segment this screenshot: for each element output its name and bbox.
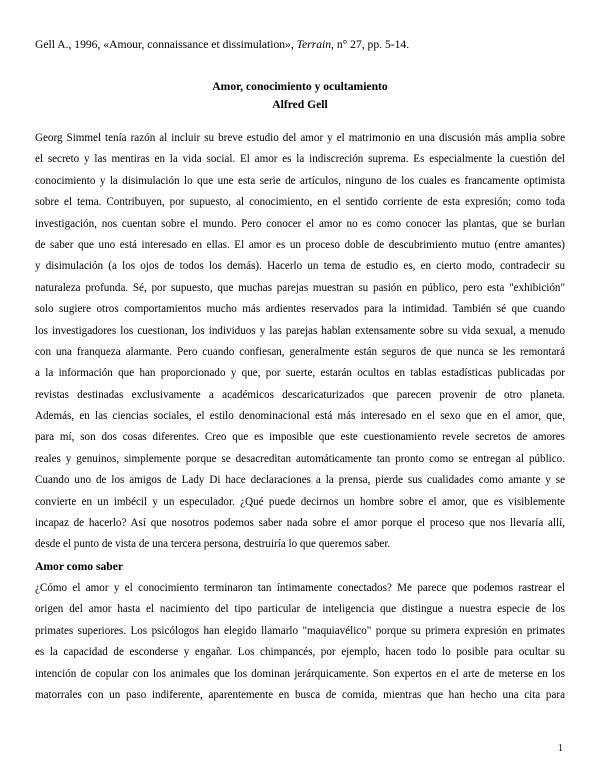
text-line: ¿Cómo el amor y el conocimiento terminaron tan íntimamente conectados? Me parece que podemos rastrear el — [35, 582, 565, 594]
text-line: sobre el tema. Contribuyen, por supuesto, al conocimiento, en el sentido corriente de esta expresión; como toda — [35, 196, 565, 209]
text-line: desde el punto de vista de una tercera persona, destruiría lo que queremos saber. — [35, 538, 391, 551]
text-line: y disimulación (a los ojos de todos los demás). Hacerlo un tema de estudio es, en cierto modo, contradecir su — [35, 260, 565, 273]
text-line: intención de copular con los animales que los dominan jerárquicamente. Son expertos en el arte de meterse en los — [35, 667, 565, 680]
paragraph-2 — [35, 578, 565, 706]
text-line: los investigadores los cuestionan, los individuos y las parejas hablan extensamente sobre su vida sexual, a menudo — [35, 324, 565, 337]
text-line: Cuando uno de los amigos de Lady Di hace declaraciones a la prensa, pierde sus cualidades como amante y se — [35, 474, 565, 487]
text-line: incapaz de hacerlo? Así que nosotros podemos saber nada sobre el amor porque el proceso que nos llevaría allí, — [35, 517, 565, 530]
text-line: a la información que han proporcionado y que, por suerte, estarán ocultos en tablas estadísticas publicadas por — [35, 367, 565, 380]
text-line: para mí, son dos cosas diferentes. Creo que es imposible que este cuestionamiento revele secretos de amores — [35, 431, 565, 444]
text-line: primates superiores. Los psicólogos han elegido llamarlo "maquiavélico" porque su primera expresión en primates — [35, 624, 565, 637]
text-line: es la capacidad de esconderse y engañar. Los chimpancés, por ejemplo, hacen todo lo posible para ocultar su — [35, 646, 565, 659]
text-line: conocimiento y la disimulación lo que une esta serie de artículos, ninguno de los cuales es francamente optimista — [35, 174, 565, 187]
text-line: origen del amor hasta el nacimiento del tipo particular de inteligencia que distingue a nuestra especie de los — [35, 603, 565, 616]
title-block — [0, 78, 600, 114]
paragraph-1 — [35, 128, 565, 556]
text-line: de saber que uno está interesado en ellas. El amor es un proceso doble de descubrimiento mutuo (entre amantes) — [35, 238, 565, 251]
page-number: 1 — [558, 743, 563, 754]
text-line: matorrales con un paso indiferente, aparentemente en busca de comida, mientras que han hecho una cita para — [35, 688, 565, 701]
text-line: Georg Simmel tenía razón al incluir su breve estudio del amor y el matrimonio en una discusión más amplia sobre — [35, 132, 565, 144]
citation — [35, 37, 575, 53]
section-heading: Amor como saber — [35, 560, 124, 573]
text-line: investigación, nos cuentan sobre el mundo. Pero conocer el amor no es como conocer las plantas, que se burlan — [35, 217, 565, 230]
article-author: Alfred Gell — [272, 98, 328, 111]
text-line: convierte en un imbécil y un especulador. ¿Qué puede decirnos un hombre sobre el amor, que es visiblemente — [35, 495, 565, 508]
text-line: reales y genuinos, simplemente porque se desacreditan automáticamente tan pronto como se entregan al público. — [35, 452, 565, 465]
text-line: con una franqueza alarmante. Pero cuando confiesan, generalmente están seguros de que nunca se les remontará — [35, 345, 565, 358]
citation-journal: Terrain — [296, 38, 332, 51]
citation-prefix: Gell A., 1996, «Amour, connaissance et dissimulation», — [35, 38, 297, 51]
text-line: naturaleza profunda. Sé, por supuesto, que muchas parejas muestran su pasión en público, pero esta "exhibición" — [35, 281, 565, 294]
text-line: Además, en las ciencias sociales, el estilo denominacional está más interesado en el sexo que en el amor, que, — [35, 410, 565, 423]
article-title: Amor, conocimiento y ocultamiento — [212, 80, 388, 93]
citation-suffix: , n° 27, pp. 5-14. — [331, 38, 410, 51]
text-line: solo sugiere otros comportamientos mucho más ardientes reservados para la intimidad. También sé que cuando — [35, 303, 565, 316]
text-line: el secreto y las mentiras en la vida social. El amor es la indiscreción suprema. Es especialmente la cuestión del — [35, 153, 565, 166]
text-line: revistas destinadas exclusivamente a académicos descaricaturizados que parecen provenir de otro planeta. — [35, 388, 565, 401]
